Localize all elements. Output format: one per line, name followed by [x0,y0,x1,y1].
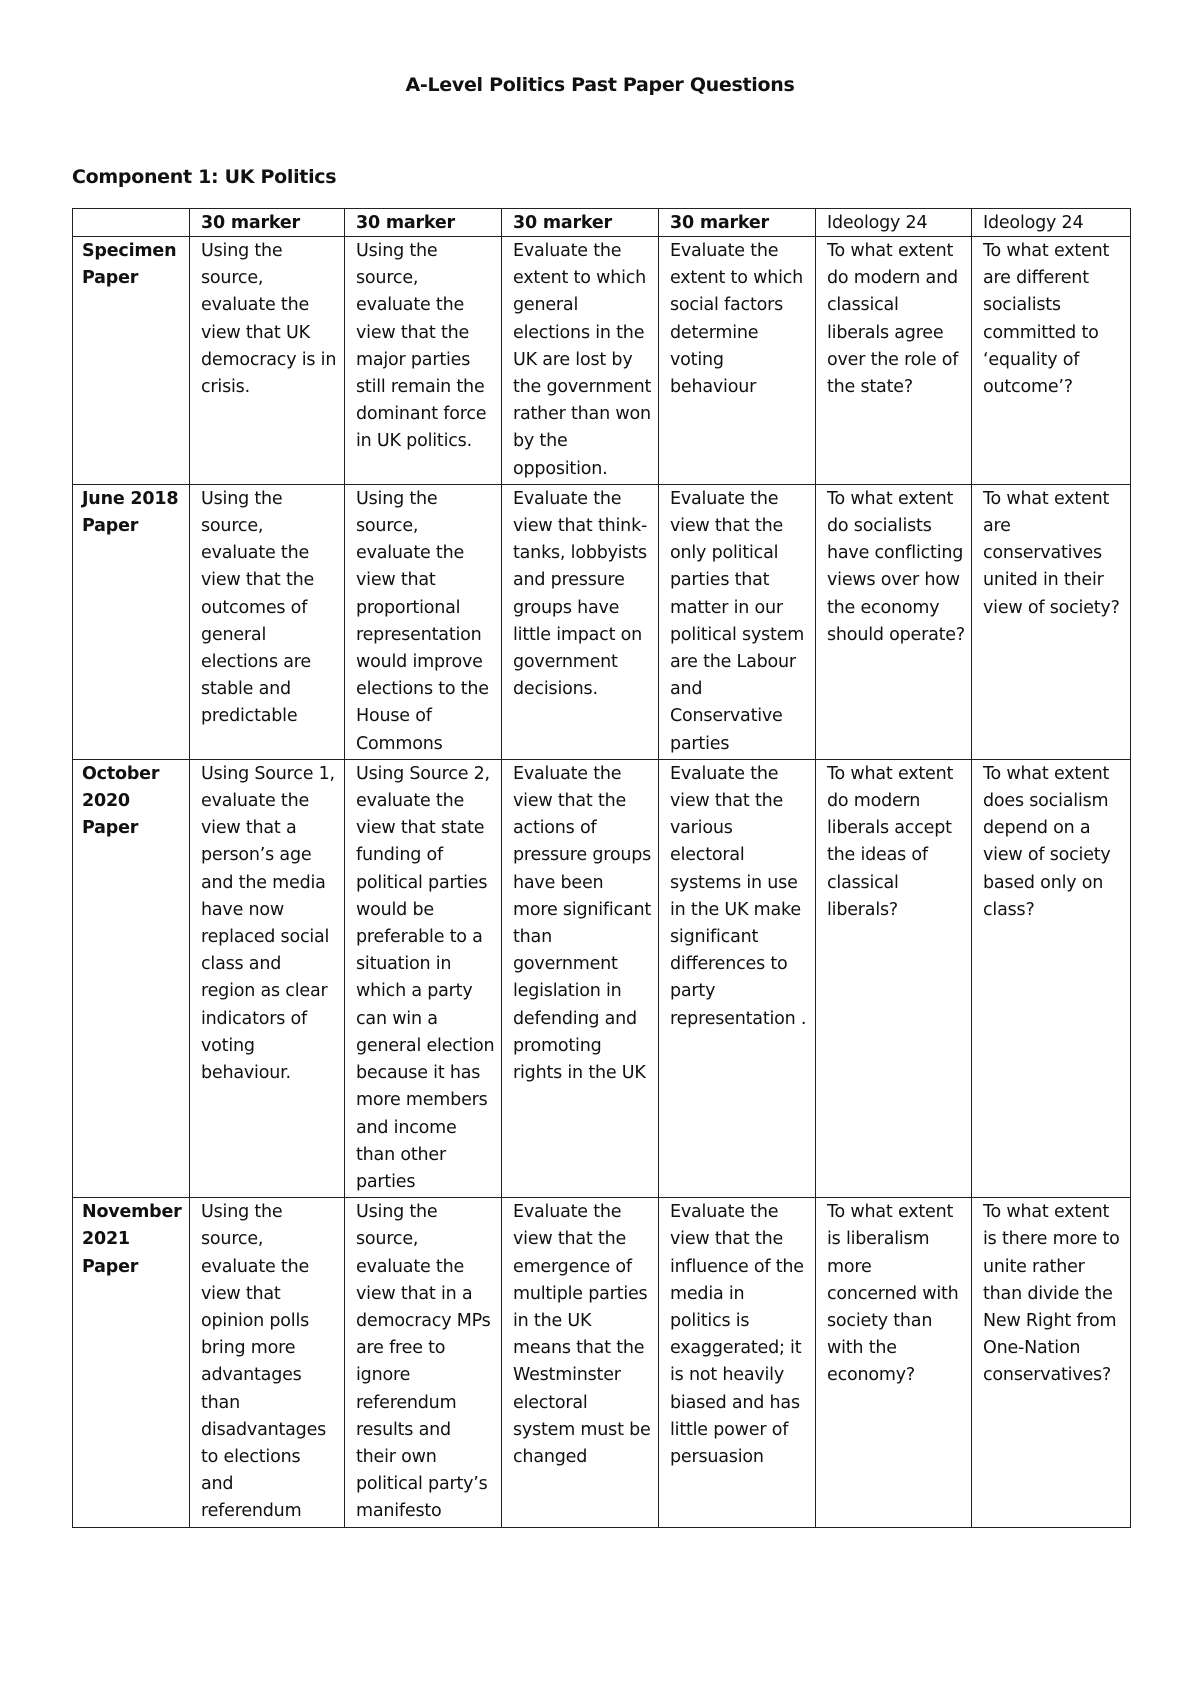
question-cell: To what extent are conservatives united in their view of society? [972,484,1131,759]
table-row [73,484,1131,759]
question-cell: To what extent do socialists have conflicting views over how the economy should operate? [816,484,972,759]
header-corner-cell [73,209,190,237]
header-30-marker-1: 30 marker [190,209,345,237]
question-cell: To what extent is there more to unite rather than divide the New Right from One-Nation conservatives? [972,1198,1131,1527]
table-row [73,237,1131,485]
table-row [73,1198,1131,1527]
header-ideology-2: Ideology 24 [972,209,1131,237]
question-cell: Using the source, evaluate the view that proportional representation would improve elections to the House of Commons [345,484,502,759]
header-30-marker-4: 30 marker [659,209,816,237]
question-cell: Evaluate the view that the only political parties that matter in our political system are the Labour and Conservative parties [659,484,816,759]
question-cell: Evaluate the view that think-tanks, lobbyists and pressure groups have little impact on government decisions. [502,484,659,759]
row-label-october-2020: October 2020 Paper [73,759,190,1197]
past-paper-table [72,208,1131,1528]
question-cell: Evaluate the extent to which social factors determine voting behaviour [659,237,816,485]
question-cell: Using the source, evaluate the view that in a democracy MPs are free to ignore referendum results and their own political party’s manifesto [345,1198,502,1527]
header-ideology-1: Ideology 24 [816,209,972,237]
question-cell: To what extent does socialism depend on a view of society based only on class? [972,759,1131,1197]
component-heading: Component 1: UK Politics [72,166,337,188]
row-label-november-2021: November 2021 Paper [73,1198,190,1527]
question-cell: Using the source, evaluate the view that the outcomes of general elections are stable and predictable [190,484,345,759]
question-cell: Using the source, evaluate the view that UK democracy is in crisis. [190,237,345,485]
question-cell: Evaluate the view that the various electoral systems in use in the UK make significant differences to party representation . [659,759,816,1197]
question-cell: Evaluate the view that the emergence of multiple parties in the UK means that the Westminster electoral system must be changed [502,1198,659,1527]
row-label-june-2018: June 2018 Paper [73,484,190,759]
question-cell: To what extent do modern and classical liberals agree over the role of the state? [816,237,972,485]
question-cell: To what extent is liberalism more concerned with society than with the economy? [816,1198,972,1527]
question-cell: To what extent do modern liberals accept the ideas of classical liberals? [816,759,972,1197]
table-row [73,759,1131,1197]
document-title: A-Level Politics Past Paper Questions [405,74,795,96]
header-row [73,209,1131,237]
question-cell: Using the source, evaluate the view that opinion polls bring more advantages than disadvantages to elections and referendum [190,1198,345,1527]
question-cell: Using Source 1, evaluate the view that a person’s age and the media have now replaced social class and region as clear indicators of voting behaviour. [190,759,345,1197]
question-cell: Evaluate the view that the influence of the media in politics is exaggerated; it is not heavily biased and has little power of persuasion [659,1198,816,1527]
question-cell: Using Source 2, evaluate the view that state funding of political parties would be preferable to a situation in which a party can win a general election because it has more members and income than other parties [345,759,502,1197]
question-cell: To what extent are different socialists committed to ‘equality of outcome’? [972,237,1131,485]
question-cell: Evaluate the view that the actions of pressure groups have been more significant than government legislation in defending and promoting rights in the UK [502,759,659,1197]
question-cell: Evaluate the extent to which general elections in the UK are lost by the government rather than won by the opposition. [502,237,659,485]
row-label-specimen: Specimen Paper [73,237,190,485]
header-30-marker-2: 30 marker [345,209,502,237]
question-cell: Using the source, evaluate the view that the major parties still remain the dominant force in UK politics. [345,237,502,485]
header-30-marker-3: 30 marker [502,209,659,237]
